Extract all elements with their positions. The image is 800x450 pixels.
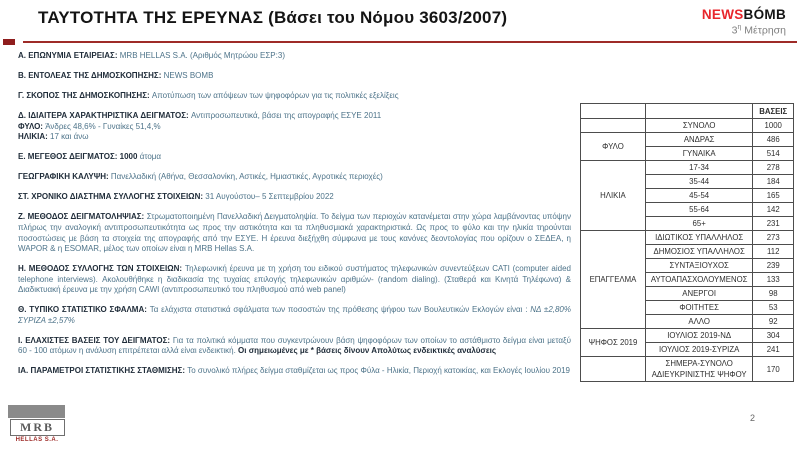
bases-table [580,103,794,382]
page-number: 2 [750,413,756,423]
category-cell: ΦΟΙΤΗΤΕΣ [645,301,753,315]
base-value-cell: 142 [753,203,794,217]
section-line [18,336,571,357]
group-cell: ΨΗΦΟΣ 2019 [581,329,646,357]
text-run: Η. ΜΕΘΟΔΟΣ ΣΥΛΛΟΓΗΣ ΤΩΝ ΣΤΟΙΧΕΙΩΝ: [18,264,185,274]
text-run: Το συνολικό πλήρες δείγμα σταθμίζεται ως προς Φύλα - Ηλικία, Περιοχή κατοικίας, και Εκλογές Ιουλίου 2019 [187,366,570,376]
base-value-cell: 112 [753,245,794,259]
table-header-row [581,104,794,119]
newsbomb-logo [702,7,786,22]
section-z [18,212,571,254]
text-run: Στρωματοποιημένη Πανελλαδική Δειγματοληψία. Το δείγμα των περιοχών κατανέμεται στην χώρα λαμβάνοντας υπόψην πλήρως την αναλογική αντιπροσωπευτικότητα ως προς την αστικότητα και τα πληθυσμιακά χαρακτηριστικά. Ως προς το φύλο και την ηλικία τηρούνται ποσοστώσεις με βάση τα στοιχεία της απογραφής από την ΕΣΥΕ. Η έρευνα διεξήχθη σύμφωνα με τους κανόνες δεοντολογίας που ορίζουν ο ΣΕΔΕΑ, η WAPOR & η ESOMAR, μέλος των οποίων είναι η MRB Hellas S.A. [18,212,572,254]
table-row [581,119,794,133]
page-title: ΤΑΥΤΟΤΗΤΑ ΤΗΣ ΕΡΕΥΝΑΣ (Βάσει του Νόμου 3603/2007) [38,8,508,27]
mrb-logo-text: MRB [10,419,65,436]
bomb-icon: BÓMB [743,7,786,22]
mrb-logo-bar [8,405,65,418]
base-value-cell: 304 [753,329,794,343]
section-th [18,305,571,326]
section-line [18,172,571,183]
group-cell: ΦΥΛΟ [581,133,646,161]
base-value-cell: 170 [753,357,794,382]
section-h [18,264,571,296]
text-run: NEWS BOMB [163,71,214,81]
group-cell: ΕΠΑΓΓΕΛΜΑ [581,231,646,329]
text-run: MRB HELLAS S.A. (Αριθμός Μητρώου ΕΣΡ:3) [119,51,285,60]
text-run: Γ. ΣΚΟΠΟΣ ΤΗΣ ΔΗΜΟΣΚΟΠΗΣΗΣ: [18,91,152,101]
category-cell: ΓΥΝΑΙΚΑ [645,147,753,161]
section-line [18,51,571,62]
text-run: ΗΛΙΚΙΑ: [18,132,50,142]
text-run: Τα ελάχιστα στατιστικά σφάλματα των ποσοστών της πρόθεσης ψήφου των Βουλευτικών Εκλογών είναι : [149,305,531,315]
measurement-label [732,24,786,37]
bases-header-cell: ΒΑΣΕΙΣ [753,104,794,119]
base-value-cell: 273 [753,231,794,245]
section-st [18,192,571,203]
group-cell [581,357,646,382]
table-row [581,133,794,147]
section-line [18,366,571,377]
section-a [18,51,571,62]
mrb-logo [8,405,66,443]
sections [18,51,571,386]
group-cell [581,119,646,133]
table-row [581,357,794,382]
section-ia [18,366,571,377]
base-value-cell: 514 [753,147,794,161]
text-run: Αντιπροσωπευτικά, βάσει της απογραφής ΕΣΥΕ 2011 [190,111,382,121]
section-b [18,71,571,82]
base-value-cell: 486 [753,133,794,147]
base-value-cell: 165 [753,189,794,203]
text-run: Β. ΕΝΤΟΛΕΑΣ ΤΗΣ ΔΗΜΟΣΚΟΠΗΣΗΣ: [18,71,164,81]
category-cell: 65+ [645,217,753,231]
text-run: Ζ. ΜΕΘΟΔΟΣ ΔΕΙΓΜΑΤΟΛΗΨΙΑΣ: [18,212,147,222]
header-empty-category-cell [645,104,753,119]
category-cell: ΣΗΜΕΡΑ-ΣΥΝΟΛΟ ΑΔΙΕΥΚΡΙΝΙΣΤΗΣ ΨΗΦΟΥ [645,357,753,382]
text-run: Θ. ΤΥΠΙΚΟ ΣΤΑΤΙΣΤΙΚΟ ΣΦΑΛΜΑ: [18,305,150,315]
text-run: 31 Αυγούστου– 5 Σεπτεμβρίου 2022 [205,192,334,202]
text-run: Οι σημειωμένες με * βάσεις δίνουν Απολύτως ενδεικτικές αναλύσεις [238,346,497,356]
text-run: ΙΑ. ΠΑΡΑΜΕΤΡΟΙ ΣΤΑΤΙΣΤΙΚΗΣ ΣΤΑΘΜΙΣΗΣ: [18,366,188,376]
text-run: ΦΥΛΟ: [18,121,46,131]
category-cell: 17-34 [645,161,753,175]
section-geo [18,172,571,183]
base-value-cell: 231 [753,217,794,231]
base-value-cell: 184 [753,175,794,189]
section-line [18,122,571,133]
base-value-cell: 98 [753,287,794,301]
text-run: Ι. ΕΛΑΧΙΣΤΕΣ ΒΑΣΕΙΣ ΤΟΥ ΔΕΙΓΜΑΤΟΣ: [18,335,173,345]
category-cell: ΔΗΜΟΣΙΟΣ ΥΠΑΛΛΗΛΟΣ [645,245,753,259]
measurement-number: 3 [731,24,738,37]
section-line [18,152,571,163]
text-run: Αποτύπωση των απόψεων των ψηφοφόρων για τις πολιτικές εξελίξεις [151,91,399,101]
section-line [18,132,571,143]
category-cell: ΑΥΤΟΑΠΑΣΧΟΛΟΥΜΕΝΟΣ [645,273,753,287]
category-cell: 45-54 [645,189,753,203]
section-c [18,91,571,102]
text-run: άτομα [139,152,162,162]
text-run: Δ. ΙΔΙΑΙΤΕΡΑ ΧΑΡΑΚΤΗΡΙΣΤΙΚΑ ΔΕΙΓΜΑΤΟΣ: [18,111,191,121]
section-line [18,91,571,102]
category-cell: ΣΥΝΤΑΞΙΟΥΧΟΣ [645,259,753,273]
section-i [18,336,571,357]
bases-table-element [580,103,794,382]
base-value-cell: 278 [753,161,794,175]
section-line [18,212,571,254]
section-line [18,192,571,203]
category-cell: ΑΛΛΟ [645,315,753,329]
base-value-cell: 239 [753,259,794,273]
text-run: ΣΤ. ΧΡΟΝΙΚΟ ΔΙΑΣΤΗΜΑ ΣΥΛΛΟΓΗΣ ΣΤΟΙΧΕΙΩΝ: [18,192,206,202]
mrb-logo-subtext: HELLAS S.A. [15,437,59,443]
divider-accent-square [3,39,15,45]
base-value-cell: 241 [753,343,794,357]
base-value-cell: 53 [753,301,794,315]
measurement-sup: η [737,24,742,31]
text-run: Άνδρες 48,6% - Γυναίκες 51,4,% [45,121,161,131]
text-run: ΓΕΩΓΡΑΦΙΚΗ ΚΑΛΥΨΗ: [18,172,111,182]
base-value-cell: 1000 [753,119,794,133]
category-cell: ΣΥΝΟΛΟ [645,119,753,133]
category-cell: ΙΟΥΛΙΟΣ 2019-ΝΔ [645,329,753,343]
measurement-word: Μέτρηση [741,24,786,37]
section-line [18,305,571,326]
section-e [18,152,571,163]
category-cell: 35-44 [645,175,753,189]
text-run: 17 και άνω [50,132,89,142]
section-line [18,71,571,82]
category-cell: ΑΝΔΡΑΣ [645,133,753,147]
text-run: Για τα πολιτικά κόμματα που συγκεντρώνουν βάση ψηφοφόρων των οποίων το αστάθμιστο δείγμα είναι μεταξύ 60 - 100 ατόμων η ανάλυση επιτρέπεται αλλά είναι ενδεικτική. [18,335,571,356]
text-run: Πανελλαδική (Αθήνα, Θεσσαλονίκη, Αστικές, Ημιαστικές, Αγροτικές περιοχές) [110,172,383,182]
section-line [18,111,571,122]
table-row [581,329,794,343]
group-cell: ΗΛΙΚΙΑ [581,161,646,231]
text-run: Α. ΕΠΩΝΥΜΙΑ ΕΤΑΙΡΕΙΑΣ: [18,51,120,60]
logo-news-text: NEWS [701,7,744,22]
section-d [18,111,571,143]
text-run: Ε. ΜΕΓΕΘΟΣ ΔΕΙΓΜΑΤΟΣ: [18,152,120,162]
text-run: ΝΔ ±2,80% ΣΥΡΙΖΑ ±2,57% [18,305,571,325]
text-run: Τηλεφωνική έρευνα με τη χρήση του ειδικού συστήματος τηλεφωνικών συνεντεύξεων CATI (computer aided telephone interviews). Ακολουθήθηκε η διαδικασία της τυχαίας επιλογής τηλεφωνικών αριθμών- (random dialing). (Σταθερά και Κινητά Τηλέφωνα) & Διαδικτυακή έρευνα με την χρήση CAWI (αντιπροσωπευτικό του πληθυσμού από web panel) [18,264,571,295]
base-value-cell: 92 [753,315,794,329]
bases-table-body [581,119,794,382]
text-run: 1000 [119,152,140,162]
category-cell: ΙΔΙΩΤΙΚΟΣ ΥΠΑΛΛΗΛΟΣ [645,231,753,245]
category-cell: 55-64 [645,203,753,217]
header-empty-group-cell [581,104,646,119]
base-value-cell: 133 [753,273,794,287]
table-row [581,161,794,175]
category-cell: ΙΟΥΛΙΟΣ 2019-ΣΥΡΙΖΑ [645,343,753,357]
title-divider [23,41,797,43]
category-cell: ΑΝΕΡΓΟΙ [645,287,753,301]
section-line [18,264,571,296]
table-row [581,231,794,245]
